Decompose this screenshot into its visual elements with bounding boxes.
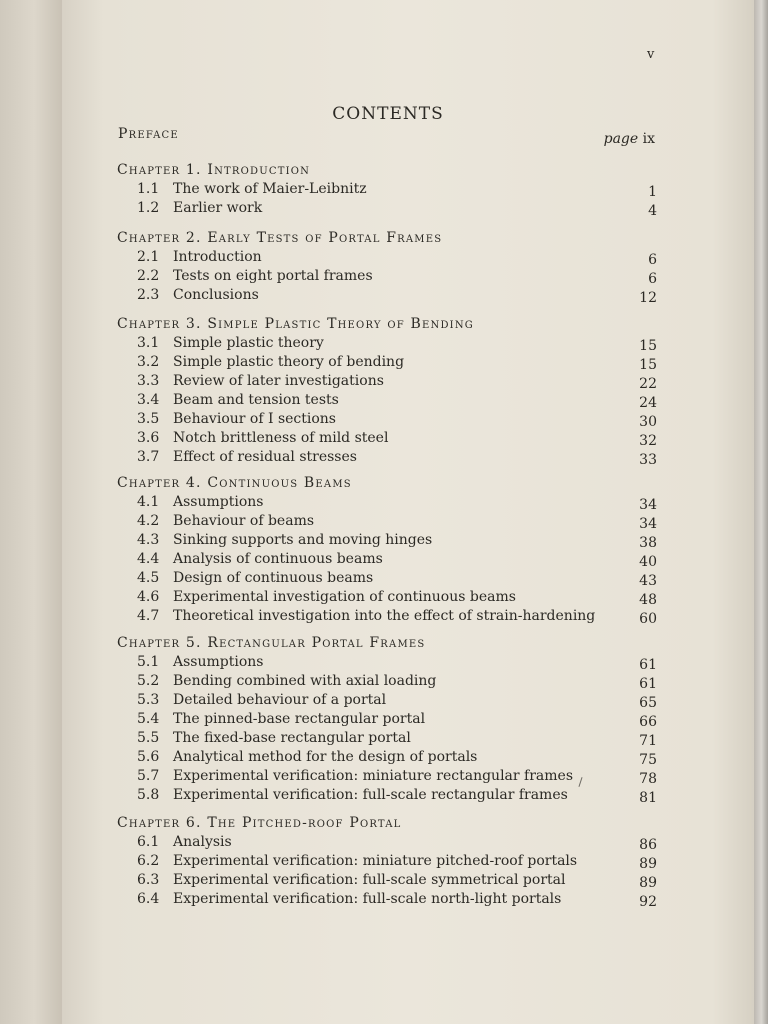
section-number: 5.5 [137,730,160,746]
section-number: 5.8 [137,787,160,803]
section-title: The fixed-base rectangular portal [173,730,411,746]
section-title: Analytical method for the design of portals [173,749,478,765]
section-page: 34 [639,516,657,532]
section-page: 12 [639,290,657,306]
section-number: 6.1 [137,834,160,850]
toc-entry [117,569,657,588]
section-page: 89 [639,875,657,891]
section-title: Tests on eight portal frames [173,268,373,284]
section-number: 4.6 [137,589,160,605]
section-title: Analysis [173,834,232,850]
section-title: Simple plastic theory of bending [173,354,405,370]
section-page: 34 [639,497,657,513]
toc-entry [117,353,657,372]
section-title: Bending combined with axial loading [173,673,437,689]
section-number: 4.4 [137,551,160,567]
section-title: Detailed behaviour of a portal [173,692,387,708]
section-page: 78 [639,771,657,787]
section-number: 5.3 [137,692,160,708]
section-number: 6.4 [137,891,160,907]
contents-heading: CONTENTS [332,104,444,124]
section-page: 22 [639,376,657,392]
toc-entry [117,199,657,218]
section-page: 66 [639,714,657,730]
section-title: Conclusions [173,287,259,303]
section-number: 3.3 [137,373,160,389]
toc-entry [117,448,657,467]
chapter-3 [117,315,657,467]
section-title: Experimental verification: full-scale north-light portals [173,891,562,907]
section-title: Analysis of continuous beams [173,551,383,567]
section-title: Theoretical investigation into the effect of strain-hardening [173,608,596,624]
preface-page-number: ix [642,131,655,147]
section-title: The pinned-base rectangular portal [173,711,426,727]
toc-entry [117,653,657,672]
section-title: Assumptions [173,494,264,510]
section-number: 4.7 [137,608,160,624]
section-number: 3.2 [137,354,160,370]
section-title: Sinking supports and moving hinges [173,532,433,548]
chapter-title: Chapter 4. Continuous Beams [117,475,352,491]
section-number: 5.2 [137,673,160,689]
section-title: Notch brittleness of mild steel [173,430,389,446]
section-page: 6 [648,252,657,268]
section-title: Review of later investigations [173,373,384,389]
section-number: 3.7 [137,449,160,465]
section-page: 6 [648,271,657,287]
section-title: Simple plastic theory [173,335,324,351]
toc-entry [117,748,657,767]
section-page: 30 [639,414,657,430]
preface-label: Preface [118,126,179,142]
page-prefix: page [603,131,639,147]
section-number: 4.5 [137,570,160,586]
section-page: 65 [639,695,657,711]
toc-entry [117,550,657,569]
toc-entry [117,493,657,512]
section-title: Experimental investigation of continuous beams [173,589,516,605]
section-page: 86 [639,837,657,853]
section-page: 75 [639,752,657,768]
toc-entry [117,871,657,890]
chapter-2 [117,229,657,305]
section-number: 6.2 [137,853,160,869]
section-page: 4 [648,203,657,219]
section-number: 3.1 [137,335,160,351]
toc-entry [117,852,657,871]
section-title: Behaviour of I sections [173,411,336,427]
section-number: 1.1 [137,181,160,197]
section-page: 33 [639,452,657,468]
section-page: 43 [639,573,657,589]
toc-entry [117,531,657,550]
section-page: 89 [639,856,657,872]
section-title: The work of Maier-Leibnitz [173,181,367,197]
section-title: Experimental verification: miniature pitched-roof portals [173,853,578,869]
section-number: 2.2 [137,268,160,284]
section-title: Design of continuous beams [173,570,374,586]
section-title: Experimental verification: full-scale rectangular frames [173,787,568,803]
section-page: 24 [639,395,657,411]
toc-entry [117,691,657,710]
toc-entry [117,672,657,691]
section-title: Experimental verification: miniature rectangular frames [173,768,573,784]
section-page: 38 [639,535,657,551]
chapter-1 [117,161,657,218]
section-number: 4.1 [137,494,160,510]
chapter-title: Chapter 6. The Pitched-roof Portal [117,815,402,831]
section-page: 81 [639,790,657,806]
section-title: Effect of residual stresses [173,449,357,465]
section-page: 61 [639,657,657,673]
toc-entry [117,410,657,429]
section-number: 5.7 [137,768,160,784]
section-number: 2.3 [137,287,160,303]
section-page: 32 [639,433,657,449]
toc-entry [117,429,657,448]
section-number: 3.4 [137,392,160,408]
section-page: 92 [639,894,657,910]
section-number: 5.1 [137,654,160,670]
section-number: 4.2 [137,513,160,529]
toc-entry [117,286,657,305]
toc-entry [117,729,657,748]
chapter-title: Chapter 5. Rectangular Portal Frames [117,635,426,651]
section-number: 3.6 [137,430,160,446]
toc-entry [117,767,657,786]
toc-entry [117,248,657,267]
section-number: 2.1 [137,249,160,265]
section-page: 40 [639,554,657,570]
preface-page [602,131,655,147]
section-page: 60 [639,611,657,627]
page-number: v [647,47,655,62]
chapter-6 [117,814,657,909]
chapter-4 [117,474,657,626]
section-title: Earlier work [173,200,263,216]
toc-entry [117,890,657,909]
section-title: Assumptions [173,654,264,670]
toc-entry [117,607,657,626]
chapter-5 [117,634,657,805]
facing-page-edge [0,0,62,1024]
toc-entry [117,710,657,729]
section-number: 4.3 [137,532,160,548]
toc-entry [117,512,657,531]
toc-entry [117,786,657,805]
section-page: 48 [639,592,657,608]
section-page: 61 [639,676,657,692]
section-page: 15 [639,338,657,354]
toc-entry [117,588,657,607]
chapter-title: Chapter 1. Introduction [117,162,311,178]
toc-entry [117,180,657,199]
section-page: 1 [648,184,657,200]
section-number: 1.2 [137,200,160,216]
book-page [62,0,754,1024]
section-title: Introduction [173,249,262,265]
section-number: 5.4 [137,711,160,727]
toc-entry [117,334,657,353]
section-number: 6.3 [137,872,160,888]
section-title: Beam and tension tests [173,392,339,408]
chapter-title: Chapter 3. Simple Plastic Theory of Bending [117,316,474,332]
toc-entry [117,372,657,391]
toc-entry [117,391,657,410]
section-page: 71 [639,733,657,749]
toc-entry [117,833,657,852]
section-number: 5.6 [137,749,160,765]
section-number: 3.5 [137,411,160,427]
section-title: Behaviour of beams [173,513,315,529]
toc-entry [117,267,657,286]
chapter-title: Chapter 2. Early Tests of Portal Frames [117,230,443,246]
section-page: 15 [639,357,657,373]
section-title: Experimental verification: full-scale symmetrical portal [173,872,566,888]
